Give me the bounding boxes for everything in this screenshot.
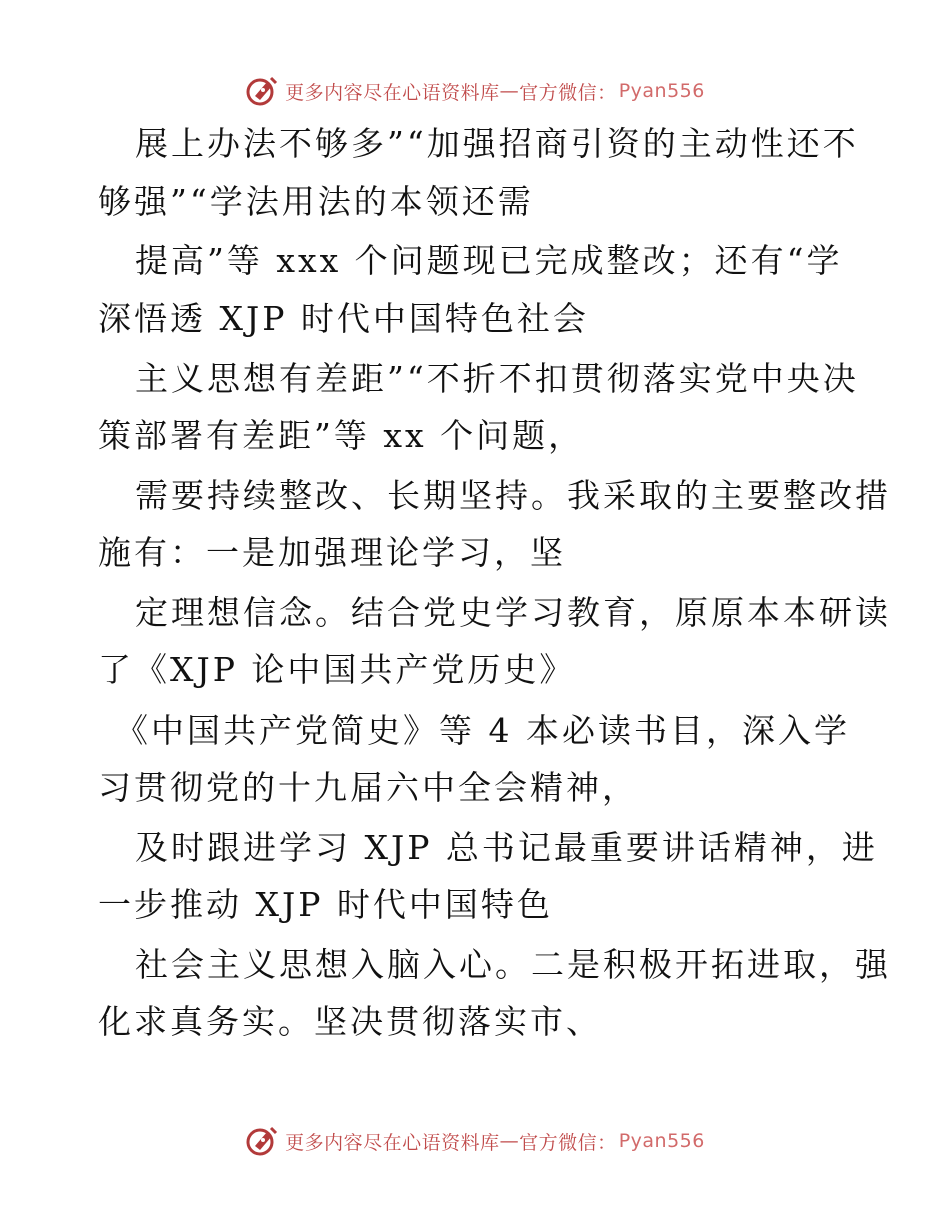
text-line: 社会主义思想入脑入心。二是积极开拓进取，强 [135, 945, 891, 984]
header-site-text: 更多内容尽在心语资料库 [285, 81, 500, 104]
footer-wechat-id: Pyan556 [618, 1130, 705, 1152]
text-line: 定理想信念。结合党史学习教育，原原本本研读 [135, 593, 891, 632]
pen-nib-circle-logo-icon [245, 1124, 279, 1158]
footer-site-text: 更多内容尽在心语资料库 [285, 1131, 500, 1154]
footer-wechat-label: 官方微信： [519, 1131, 617, 1154]
text-line: 策部署有差距”等 xx 个问题， [98, 416, 585, 455]
header-separator: — [499, 80, 520, 102]
text-line: 展上办法不够多”“加强招商引资的主动性还不 [135, 124, 859, 163]
text-line: 《中国共产党简史》等 4 本必读书目，深入学 [115, 711, 850, 750]
header-wechat-label: 官方微信： [519, 81, 617, 104]
text-line: 了《XJP 论中国共产党历史》 [98, 650, 576, 689]
text-line: 习贯彻党的十九届六中全会精神， [98, 768, 638, 807]
pen-nib-circle-logo-icon [245, 74, 279, 108]
text-line: 提高”等 xxx 个问题现已完成整改；还有“学 [135, 241, 843, 280]
footer-banner [0, 1121, 950, 1161]
text-line: 够强”“学法用法的本领还需 [98, 182, 534, 221]
header-wechat-id: Pyan556 [618, 80, 705, 102]
text-line: 化求真务实。坚决贯彻落实市、 [98, 1002, 602, 1041]
text-line: 一步推动 XJP 时代中国特色 [98, 885, 553, 924]
footer-separator: — [499, 1130, 520, 1152]
header-banner [0, 71, 950, 111]
text-line: 深悟透 XJP 时代中国特色社会 [98, 299, 589, 338]
text-line: 施有：一是加强理论学习，坚 [98, 533, 566, 572]
text-line: 及时跟进学习 XJP 总书记最重要讲话精神，进 [135, 828, 878, 867]
text-line: 需要持续整改、长期坚持。我采取的主要整改措 [135, 476, 891, 515]
text-line: 主义思想有差距”“不折不扣贯彻落实党中央决 [135, 359, 859, 398]
